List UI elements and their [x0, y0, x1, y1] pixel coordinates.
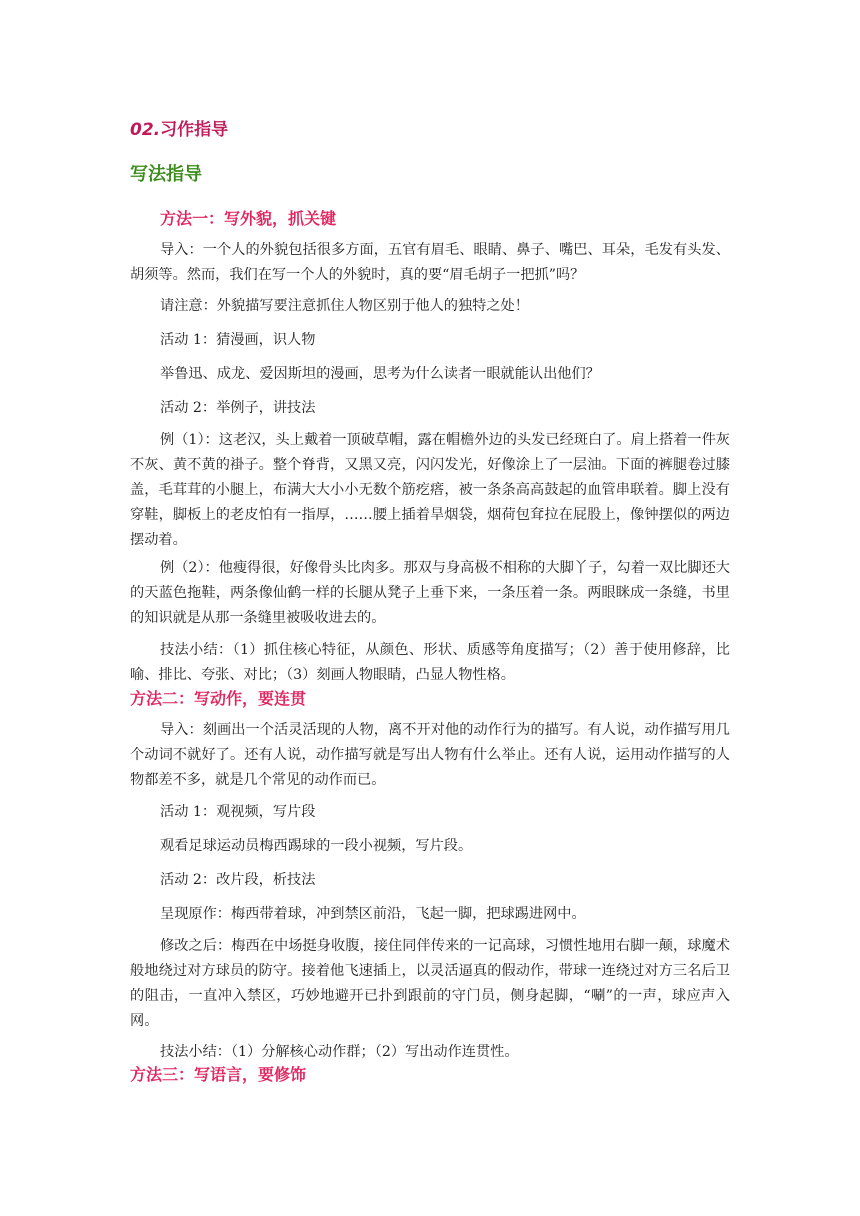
method1-example2: 例（2）：他瘦得很，好像骨头比肉多。那双与身高极不相称的大脚丫子，勾着一双比脚还大的天蓝色拖鞋，两条像仙鹤一样的长腿从凳子上垂下来，一条压着一条。两眼眯成一条缝，书里的知识就是从那一条缝里被吸收进去的。 [130, 560, 730, 626]
method1-example1: 例（1）：这老汉，头上戴着一顶破草帽，露在帽檐外边的头发已经斑白了。肩上搭着一件灰不灰、黄不黄的褂子。整个脊背，又黑又亮，闪闪发光，好像涂上了一层油。下面的裤腿卷过膝盖，毛茸茸的小腿上，布满大大小小无数个筋疙瘩，被一条条高高鼓起的血管串联着。脚上没有穿鞋，脚板上的老皮怕有一指厚，……腰上插着旱烟袋，烟荷包耷拉在屁股上，像钟摆似的两边摆动着。 [130, 432, 730, 548]
method2-intro: 导入：刻画出一个活灵活现的人物，离不开对他的动作行为的描写。有人说，动作描写用几个动词不就好了。还有人说，动作描写就是写出人物有什么举止。还有人说，运用动作描写的人物都差不多，就是几个常见的动作而已。 [130, 722, 730, 788]
section-number: 02. [130, 120, 161, 140]
method2-heading: 方法二：写动作，要连贯 [130, 689, 307, 708]
method3-heading: 方法三：写语言，要修饰 [130, 1065, 307, 1084]
method1-intro: 导入：一个人的外貌包括很多方面，五官有眉毛、眼睛、鼻子、嘴巴、耳朵，毛发有头发、胡须等。然而，我们在写一个人的外貌时，真的要“眉毛胡子一把抓”吗？ [130, 242, 730, 283]
subsection-title: 写法指导 [130, 164, 202, 185]
method2-revised: 修改之后：梅西在中场挺身收腹，接住同伴传来的一记高球，习惯性地用右脚一颠，球魔术般地绕过对方球员的防守。接着他飞速插上，以灵活逼真的假动作，带球一连绕过对方三名后卫的阻击，一直冲入禁区，巧妙地避开已扑到跟前的守门员，侧身起脚，“唰”的一声，球应声入网。 [130, 938, 730, 1029]
section-title [130, 115, 228, 140]
method1-summary: 技法小结：（1）抓住核心特征，从颜色、形状、质感等角度描写；（2）善于使用修辞，比喻、排比、夸张、对比；（3）刻画人物眼睛，凸显人物性格。 [130, 642, 730, 683]
section-title-text: 习作指导 [160, 120, 229, 140]
method1-activity1: 活动 1：猜漫画，识人物 [160, 332, 316, 348]
method1-heading: 方法一：写外貌，抓关键 [160, 209, 337, 228]
method1-note: 请注意：外貌描写要注意抓住人物区别于他人的独特之处！ [160, 298, 529, 314]
method2-activity1: 活动 1：观视频，写片段 [160, 804, 316, 820]
method2-summary: 技法小结：（1）分解核心动作群；（2）写出动作连贯性。 [160, 1044, 519, 1060]
method2-original: 呈现原作：梅西带着球，冲到禁区前沿，飞起一脚，把球踢进网中。 [160, 906, 586, 922]
method2-activity2: 活动 2：改片段，析技法 [160, 872, 316, 888]
method1-activity2: 活动 2：举例子，讲技法 [160, 400, 316, 416]
method2-activity1-desc: 观看足球运动员梅西踢球的一段小视频，写片段。 [160, 838, 473, 854]
method1-activity1-desc: 举鲁迅、成龙、爱因斯坦的漫画，思考为什么读者一眼就能认出他们？ [160, 366, 600, 382]
